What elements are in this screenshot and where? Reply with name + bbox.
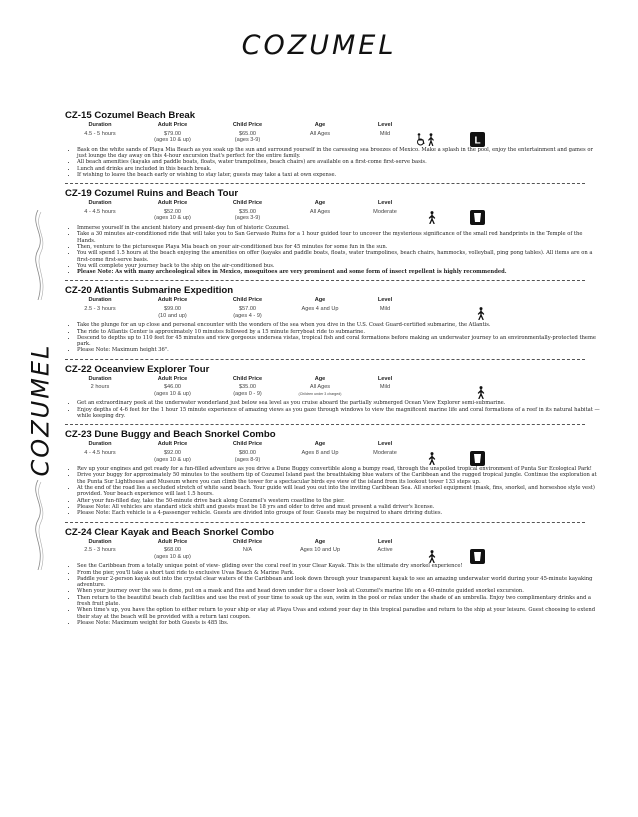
drink-icon <box>470 549 485 564</box>
column-header-level: Level <box>377 122 393 128</box>
column-header-age: Age <box>314 122 326 128</box>
tour-description-list <box>65 225 600 275</box>
column-spacer <box>415 122 600 129</box>
tour-icons <box>428 451 485 466</box>
column-header-level: Level <box>377 375 393 382</box>
column-header-child: Child Price <box>232 297 263 304</box>
adult-price: $68.00 (ages 10 & up) <box>154 547 191 560</box>
child-price: N/A <box>242 547 253 554</box>
column-spacer <box>415 539 600 546</box>
column-header-duration: Duration <box>88 297 112 304</box>
description-bullet: • Bask on the white sands of Playa Mia Beach as you soak up the sun and surround yourself in the caressing sea breezes of Mexico. Make a splash in the pool, enjoy the entertainment and games or just lounge the day away on this 4-hour excursion that's perfect for the entire family. <box>77 147 600 160</box>
column-header-adult: Adult Price <box>157 375 188 382</box>
description-bullet: • If wishing to leave the beach early or wishing to stay later, guests may take a taxi at own expense. <box>77 172 600 178</box>
duration-value: 2.5 - 3 hours <box>84 547 116 554</box>
wheelchair-icon <box>416 133 436 146</box>
tour-description-list <box>65 322 600 353</box>
tour-values <box>65 450 600 463</box>
description-bullet: • Take a 30 minutes air-conditioned ride that will take you to San Gervasio Ruins for a 1 hour guided tour to uncover the mysterious significance of the small red handprints in the Temple of the Hands. <box>77 231 600 244</box>
tour-section <box>65 188 600 275</box>
section-divider <box>65 424 585 425</box>
column-header-age: Age <box>314 297 326 304</box>
tour-values <box>65 306 600 319</box>
description-bullet: • Enjoy depths of 4-6 feet for the 1 hour 15 minute experience of amazing views as you gaze through windows to view the magnificent marine life and coral formations of a reef in its natural habitat — while keeping dry. <box>77 407 600 420</box>
level-value: Moderate <box>373 449 397 456</box>
duration-value: 4 - 4.5 hours <box>84 449 116 456</box>
description-bullet: • See the Caribbean from a totally unique point of view- gliding over the coral reef in your Clear Kayak. This is the ultimate dry snorkel experience! <box>77 563 600 569</box>
description-bullet: • After your fun-filled day, take the 50-minute drive back along Cozumel's western coastline to the pier. <box>77 498 600 504</box>
duration-value: 4 - 4.5 hours <box>84 208 116 215</box>
tour-icons <box>477 386 485 399</box>
section-divider <box>65 183 585 184</box>
level-value: Mild <box>379 130 391 137</box>
column-header-child: Child Price <box>232 441 263 448</box>
tour-description-list <box>65 147 600 178</box>
section-divider <box>65 522 585 523</box>
tour-section <box>65 285 600 353</box>
tour-section <box>65 364 600 420</box>
column-header-age: Age <box>314 538 326 545</box>
tour-title: CZ-15 Cozumel Beach Break <box>65 110 196 121</box>
age-value: Ages 4 and Up <box>301 306 339 313</box>
description-bullet: • Drive your buggy for approximately 50 minutes to the southern tip of Cozumel Island past the breathtaking blue waters of the Caribbean and the rugged tropical jungle. Continue the exploration at the Punta Sur Lighthouse and Museum where you can climb the tower for a spectacular birds eye view of the island from its lookout tower 133 steps up. <box>77 472 600 485</box>
child-price: $65.00 (ages 3-9) <box>234 130 261 144</box>
column-header-duration: Duration <box>88 375 112 382</box>
description-bullet: • From the pier, you'll take a short taxi ride to exclusive Uvas Beach & Marine Park. <box>77 570 600 576</box>
age-value: All Ages (Children under 3 charged) <box>298 384 342 396</box>
tour-description-list <box>65 563 600 626</box>
tour-section <box>65 429 600 516</box>
description-bullet: • The ride to Atlantis Center is approximately 10 minutes followed by a 15 minute ferryboat ride to submarine. <box>77 329 600 335</box>
duration-value: 2.5 - 3 hours <box>84 306 116 313</box>
column-header-age: Age <box>314 200 326 207</box>
column-header-child: Child Price <box>232 375 263 382</box>
column-header-duration: Duration <box>88 538 112 545</box>
child-price: $80.00 (ages 8-9) <box>234 449 261 463</box>
tour-values <box>65 131 600 144</box>
adult-price: $52.00 (ages 10 & up) <box>154 208 191 222</box>
column-header-age: Age <box>314 441 326 448</box>
column-spacer <box>415 297 600 304</box>
drink-icon <box>470 451 485 466</box>
decorative-swirl-icon <box>28 480 48 570</box>
description-bullet: • Descend to depths up to 110 feet for 45 minutes and view gorgeous undersea vistas, tropical fish and coral formations before making an underwater journey to an environmentally-protected theme park. <box>77 335 600 348</box>
column-header-child: Child Price <box>232 538 263 545</box>
svg-text:L: L <box>474 135 481 147</box>
column-header-adult: Adult Price <box>157 297 188 304</box>
column-header-level: Level <box>377 538 393 545</box>
tour-list <box>65 110 600 626</box>
description-bullet: • Lunch and drinks are included in this beach break. <box>77 166 600 172</box>
section-divider <box>65 280 585 281</box>
section-divider <box>65 359 585 360</box>
column-header-adult: Adult Price <box>157 122 188 128</box>
column-spacer <box>415 441 600 448</box>
drink-icon <box>470 210 485 225</box>
column-header-adult: Adult Price <box>157 441 188 448</box>
column-spacer <box>415 200 600 207</box>
column-header-child: Child Price <box>232 122 263 128</box>
child-price: $57.00 (ages 4 - 9) <box>233 306 262 319</box>
description-bullet: • When your journey over the sea is done, put on a mask and fins and head down under for a closer look at Cozumel's marine life on a 40-minute guided snorkel excursion. <box>77 588 600 594</box>
column-headers <box>65 122 600 129</box>
age-value: Ages 10 and Up <box>299 547 341 554</box>
tour-values <box>65 209 600 222</box>
tour-values <box>65 547 600 560</box>
walking-icon <box>428 452 436 465</box>
walking-icon <box>477 386 485 399</box>
description-bullet: • Please Note: All vehicles are standard stick shift and guests must be 18 yrs and older to drive and must present a valid driver's license. <box>77 504 600 510</box>
tour-icons <box>428 210 485 225</box>
duration-value: 2 hours <box>90 384 110 391</box>
description-bullet: • Please Note: Maximum height 36". <box>77 347 600 353</box>
description-bullet: • Take the plunge for an up close and personal encounter with the wonders of the sea when you dive in the U.S. Coast Guard-certified submarine, the Atlantis. <box>77 322 600 328</box>
description-bullet: • Please Note: Maximum weight for both Guests is 485 lbs. <box>77 620 600 626</box>
tour-title: CZ-22 Oceanview Explorer Tour <box>65 363 210 375</box>
child-price: $35.00 (ages 3-9) <box>234 208 261 222</box>
level-value: Moderate <box>373 208 397 215</box>
age-value: Ages 8 and Up <box>301 449 339 456</box>
description-bullet: • Get an extraordinary peek at the underwater wonderland just below sea level as you cruise aboard the partially submerged Ocean View Explorer semi-submarine. <box>77 400 600 406</box>
tour-description-list <box>65 466 600 516</box>
description-bullet: • Paddle your 2-person kayak out into the crystal clear waters of the Caribbean and look down through your transparent kayak to see an amazing underwater world during your 45-minute kayaking adventure. <box>77 576 600 589</box>
tour-icons <box>428 549 485 564</box>
value-spacer <box>415 306 600 319</box>
column-header-duration: Duration <box>88 122 112 128</box>
side-label: COZUMEL <box>26 343 54 477</box>
column-header-level: Level <box>377 297 393 304</box>
description-bullet: • You will complete your journey back to the ship on the air-conditioned bus. <box>77 263 600 269</box>
adult-price: $92.00 (ages 10 & up) <box>154 449 191 463</box>
child-price: $35.00 (ages 0 - 9) <box>233 384 262 397</box>
column-spacer <box>415 376 600 383</box>
description-bullet: • Please Note: As with many archeological sites in Mexico, mosquitoes are very prominent and some form of insect repellent is highly recommended. <box>77 269 600 275</box>
age-value: All Ages <box>309 208 331 215</box>
adult-price: $46.00 (ages 10 & up) <box>154 384 191 397</box>
column-headers <box>65 376 600 383</box>
age-value: All Ages <box>309 130 331 137</box>
adult-price: $99.00 (10 and up) <box>158 306 187 319</box>
tour-values <box>65 384 600 397</box>
level-value: Mild <box>379 384 391 391</box>
page-title: COZUMEL <box>241 30 397 61</box>
column-header-age: Age <box>314 375 326 382</box>
tour-section <box>65 527 600 627</box>
tour-title: CZ-20 Atlantis Submarine Expedition <box>65 285 234 297</box>
column-headers <box>65 441 600 448</box>
tour-description-list <box>65 400 600 419</box>
tour-title: CZ-24 Clear Kayak and Beach Snorkel Combo <box>65 526 274 538</box>
column-header-duration: Duration <box>88 200 112 207</box>
tour-title: CZ-23 Dune Buggy and Beach Snorkel Combo <box>65 429 276 441</box>
column-header-adult: Adult Price <box>157 200 188 207</box>
description-bullet: • At the end of the road lies a secluded stretch of white sand beach. Your guide will lead you out into the inviting Caribbean Sea. All snorkel equipment (mask, fins, snorkel, and horseshoe style vest) provided. Your beach experience will last 1.5 hours. <box>77 485 600 498</box>
description-bullet: • All beach amenities (kayaks and paddle boats, floats, water trampolines, beach chairs) are available on a first-come first-serve basis. <box>77 159 600 165</box>
level-value: Active <box>377 547 393 554</box>
duration-value: 4.5 - 5 hours <box>84 130 116 137</box>
column-header-child: Child Price <box>232 200 263 207</box>
column-header-adult: Adult Price <box>157 538 188 545</box>
decorative-swirl-icon <box>28 210 48 300</box>
level-value: Mild <box>379 306 391 313</box>
column-header-level: Level <box>377 441 393 448</box>
land-icon <box>470 132 485 147</box>
tour-icons <box>416 132 485 147</box>
column-headers <box>65 539 600 546</box>
description-bullet: • Please Note: Each vehicle is a 4-passenger vehicle. Guests are divided into groups of four. Guests may be required to share driving duties. <box>77 510 600 516</box>
column-header-duration: Duration <box>88 441 112 448</box>
description-bullet: • Then return to the beautiful beach club facilities and use the rest of your time to soak up the sun, swim in the pool or relax under the shade of an umbrella. Enjoy two complimentary drinks and a fresh fruit plate. <box>77 595 600 608</box>
adult-price: $79.00 (ages 10 & up) <box>154 130 191 144</box>
value-spacer <box>415 384 600 397</box>
description-bullet: • When time's up, you have the option to either return to your ship or stay at Playa Uvas and extend your day in this tropical paradise and return to the ship at your leisure. Guest choosing to extend their stay at the beach will be provided with a return taxi coupon. <box>77 607 600 620</box>
walking-icon <box>428 211 436 224</box>
column-header-level: Level <box>377 200 393 207</box>
description-bullet: • You will spend 1.5 hours at the beach enjoying the amenities on offer (kayaks and paddle boats, floats, water trampolines, beach chairs, hammocks, volleyball, ping pong tables). All items are on a first-come first-serve basis. <box>77 250 600 263</box>
walking-icon <box>428 550 436 563</box>
tour-icons <box>477 307 485 320</box>
walking-icon <box>477 307 485 320</box>
tour-section <box>65 110 600 178</box>
description-bullet: • Immerse yourself in the ancient history and present-day fun of historic Cozumel. <box>77 225 600 231</box>
description-bullet: • Rev up your engines and get ready for a fun-filled adventure as you drive a Dune Buggy convertible along a bumpy road, through the unspoiled tropical environment of Punta Sur Ecological Park! <box>77 466 600 472</box>
column-headers <box>65 297 600 304</box>
column-headers <box>65 200 600 207</box>
description-bullet: • Then, venture to the picturesque Playa Mia beach on your air-conditioned bus for 45 minutes for some fun in the sun. <box>77 244 600 250</box>
tour-title: CZ-19 Cozumel Ruins and Beach Tour <box>65 188 239 200</box>
